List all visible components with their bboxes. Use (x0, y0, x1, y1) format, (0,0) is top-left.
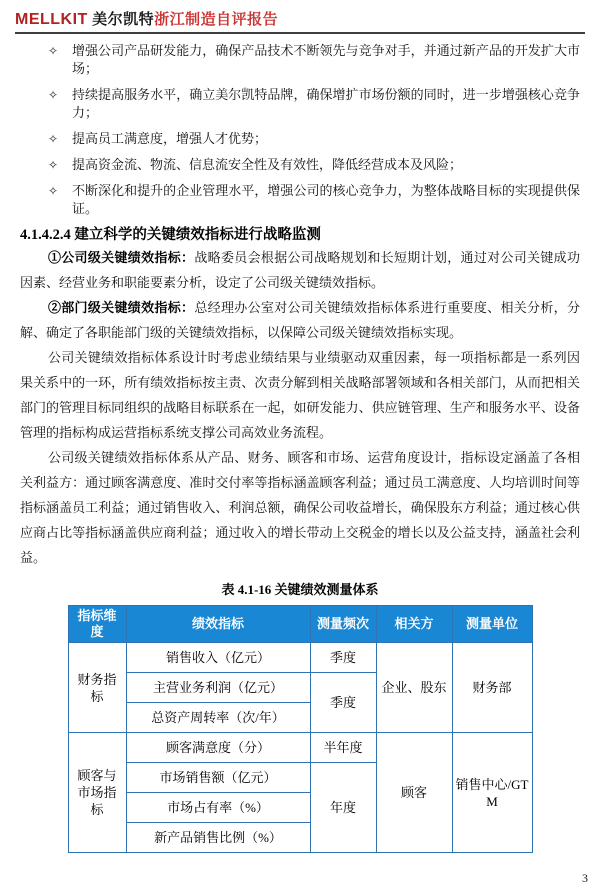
cell-frequency: 半年度 (310, 733, 376, 763)
header-stakeholder: 相关方 (376, 606, 452, 643)
header-indicator: 绩效指标 (126, 606, 310, 643)
cell-stakeholder: 顾客 (376, 733, 452, 853)
paragraph-stakeholders: 公司级关键绩效指标体系从产品、财务、顾客和市场、运营角度设计，指标设定涵盖了各相关利益方：通过顾客满意度、准时交付率等指标涵盖顾客利益；通过员工满意度、人均培训时间等指标涵盖员工利益；通过销售收入、利润总额，确保公司收益增长，确保股东方利益；通过核心供应商占比等指标涵盖供应商利益；通过收入的增长带动上交税金的增长以及公益支持，涵盖社会利益。 (20, 450, 580, 565)
bullet-text: 增强公司产品研发能力，确保产品技术不断领先与竞争对手，并通过新产品的开发扩大市场； (72, 43, 580, 76)
cell-indicator: 主营业务利润（亿元） (126, 673, 310, 703)
header-frequency: 测量频次 (310, 606, 376, 643)
diamond-bullet-icon: ✧ (48, 158, 59, 172)
bullet-item (20, 182, 580, 218)
paragraph-lead: ①公司级关键绩效指标： (47, 250, 195, 265)
cell-unit: 销售中心/GTM (452, 733, 532, 853)
brand-logo: MELLKIT (15, 11, 88, 28)
cell-dimension: 财务指标 (68, 643, 126, 733)
table-title: 表 4.1-16 关键绩效测量体系 (221, 582, 379, 597)
section-heading: 4.1.4.2.4 建立科学的关键绩效指标进行战略监测 (20, 227, 321, 243)
page-number: 3 (582, 871, 588, 885)
cell-unit: 财务部 (452, 643, 532, 733)
paragraph-lead: ②部门级关键绩效指标： (47, 300, 195, 315)
bullet-text: 提高员工满意度，增强人才优势； (72, 131, 268, 146)
page-header (15, 8, 585, 34)
bullet-text: 不断深化和提升的企业管理水平，增强公司的核心竞争力，为整体战略目标的实现提供保证。 (72, 183, 580, 216)
paragraph-kpi-design: 公司关键绩效指标体系设计时考虑业绩结果与业绩驱动双重因素，每一项指标都是一系列因果关系中的一环，所有绩效指标按主责、次责分解到相关战略部署领域和各相关部门，从而把相关部门的管理目标同组织的战略目标联系在一起，如研发能力、供应链管理、生产和服务水平、设备管理的指标构成运营指标系统支撑公司高效业务流程。 (20, 350, 580, 440)
paragraph-text: 战略委员会根据公司战略规划和长短期计划，通过对公司关键成功因素、经营业务和职能要素分析，设定了公司级关键绩效指标。 (20, 250, 580, 290)
cell-stakeholder: 企业、股东 (376, 643, 452, 733)
bullet-item (20, 86, 580, 122)
table-header-row (68, 606, 532, 643)
cell-indicator: 市场占有率（%） (126, 793, 310, 823)
bullet-text: 持续提高服务水平，确立美尔凯特品牌，确保增扩市场份额的同时，进一步增强核心竞争力； (72, 87, 580, 120)
cell-indicator: 总资产周转率（次/年） (126, 703, 310, 733)
bullet-text: 提高资金流、物流、信息流安全性及有效性，降低经营成本及风险； (72, 157, 463, 172)
report-title: 浙江制造自评报告 (154, 12, 279, 28)
cell-indicator: 顾客满意度（分） (126, 733, 310, 763)
cell-indicator: 销售收入（亿元） (126, 643, 310, 673)
diamond-bullet-icon: ✧ (48, 132, 59, 146)
document-body (20, 42, 580, 853)
cell-indicator: 市场销售额（亿元） (126, 763, 310, 793)
strategy-bullet-list (20, 42, 580, 218)
bullet-item (20, 42, 580, 78)
paragraph-text: 总经理办公室对公司关键绩效指标体系进行重要度、相关分析，分解、确定了各职能部门级的关键绩效指标，以保障公司级关键绩效指标实现。 (20, 300, 580, 340)
paragraph-company-kpi (20, 245, 580, 295)
header-dimension: 指标维度 (68, 606, 126, 643)
company-name: 美尔凯特 (92, 12, 155, 28)
kpi-measurement-table (68, 605, 533, 853)
bullet-item (20, 130, 580, 148)
diamond-bullet-icon: ✧ (48, 184, 59, 198)
cell-indicator: 新产品销售比例（%） (126, 823, 310, 853)
table-row (68, 643, 532, 673)
diamond-bullet-icon: ✧ (48, 88, 59, 102)
cell-frequency: 季度 (310, 673, 376, 733)
header-unit: 测量单位 (452, 606, 532, 643)
table-row (68, 733, 532, 763)
cell-frequency: 年度 (310, 763, 376, 853)
cell-frequency: 季度 (310, 643, 376, 673)
diamond-bullet-icon: ✧ (48, 44, 59, 58)
paragraph-department-kpi (20, 295, 580, 345)
cell-dimension: 顾客与市场指标 (68, 733, 126, 853)
bullet-item (20, 156, 580, 174)
